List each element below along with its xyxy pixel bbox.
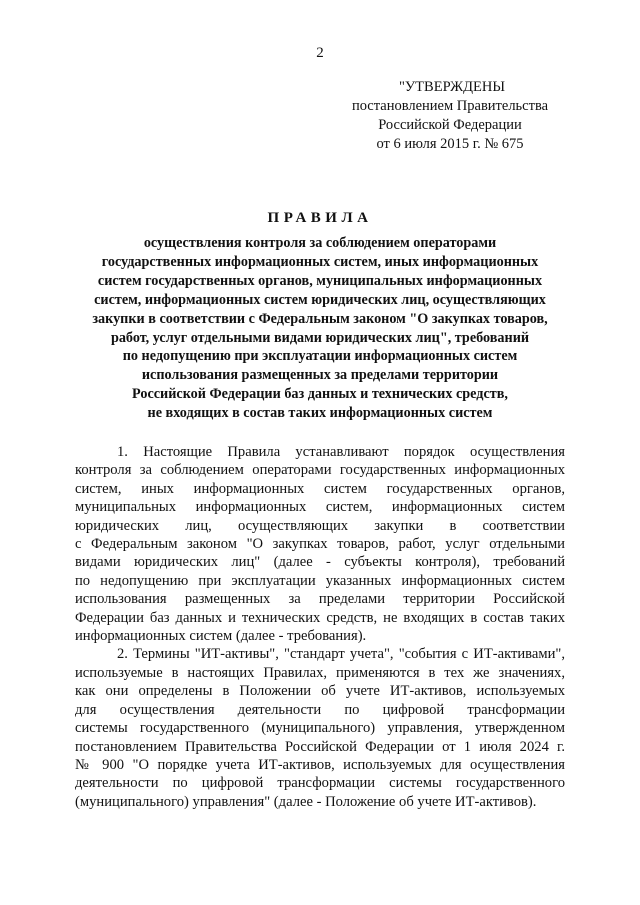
paragraph-line: для осуществления деятельности по цифровой трансформации xyxy=(75,701,565,718)
paragraph-line: контроля за соблюдением операторами государственных информационных xyxy=(75,462,565,479)
paragraph-2 xyxy=(75,645,565,811)
subtitle-line: по недопущению при эксплуатации информационных систем xyxy=(122,348,518,365)
paragraph-line: по недопущению при эксплуатации указанных информационных систем xyxy=(75,572,565,589)
document-subtitle xyxy=(60,234,580,423)
paragraph-line: системы государственного (муниципального) управления, утвержденном xyxy=(75,720,565,737)
paragraph-line: с Федеральным законом "О закупках товаров, работ, услуг отдельными xyxy=(75,536,565,553)
subtitle-line: систем государственных органов, муниципальных информационных xyxy=(97,272,543,289)
page-number: 2 xyxy=(316,45,324,61)
approval-line: постановлением Правительства xyxy=(351,98,549,114)
subtitle-line: закупки в соответствии с Федеральным законом "О закупках товаров, xyxy=(92,310,548,327)
paragraph-line: юридических лиц, осуществляющих закупки в соответствии xyxy=(75,517,565,534)
paragraph-line: как они определены в Положении об учете ИТ-активов, используемых xyxy=(75,683,565,700)
paragraph-line: № 900 "О порядке учета ИТ-активов, используемых для осуществления xyxy=(75,756,565,773)
paragraph-line: Федерации баз данных и технических средств, не входящих в состав таких xyxy=(75,609,565,626)
paragraph-1 xyxy=(75,443,565,645)
paragraph-line: постановлением Правительства Российской Федерации от 1 июля 2024 г. xyxy=(75,738,565,755)
subtitle-line: использования размещенных за пределами территории xyxy=(141,367,499,384)
paragraph-line: использования размещенных за пределами территории Российской xyxy=(75,591,565,608)
paragraph-line: 1. Настоящие Правила устанавливают порядок осуществления xyxy=(117,444,565,460)
approval-line: "УТВЕРЖДЕНЫ xyxy=(399,79,505,95)
approval-line: Российской Федерации xyxy=(378,117,522,133)
paragraph-line: (муниципального) управления" (далее - Положение об учете ИТ-активов). xyxy=(75,793,537,810)
paragraph-line: видами юридических лиц" (далее - субъекты контроля), требований xyxy=(75,554,565,571)
subtitle-line: Российской Федерации баз данных и технических средств, xyxy=(132,386,508,403)
subtitle-line: осуществления контроля за соблюдением операторами xyxy=(143,235,497,251)
approval-line: от 6 июля 2015 г. № 675 xyxy=(376,136,524,152)
approval-stamp xyxy=(340,78,560,154)
paragraph-line: деятельности по цифровой трансформации системы государственного xyxy=(75,775,565,792)
subtitle-line: государственных информационных систем, иных информационных xyxy=(101,253,539,270)
paragraph-line: информационных систем (далее - требования). xyxy=(75,628,367,645)
paragraph-line: муниципальных информационных систем, информационных систем xyxy=(75,499,565,516)
paragraph-line: используемые в настоящих Правилах, применяются в тех же значениях, xyxy=(75,664,565,681)
paragraph-line: систем, иных информационных систем государственных органов, xyxy=(75,480,565,497)
subtitle-line: систем, информационных систем юридических лиц, осуществляющих xyxy=(94,291,546,308)
document-body xyxy=(75,443,565,811)
subtitle-line: работ, услуг отдельными видами юридических лиц", требований xyxy=(110,329,530,346)
paragraph-line: 2. Термины "ИТ-активы", "стандарт учета", "события с ИТ-активами", xyxy=(117,646,565,663)
subtitle-line: не входящих в состав таких информационных систем xyxy=(147,405,493,422)
document-title: ПРАВИЛА xyxy=(267,210,373,226)
